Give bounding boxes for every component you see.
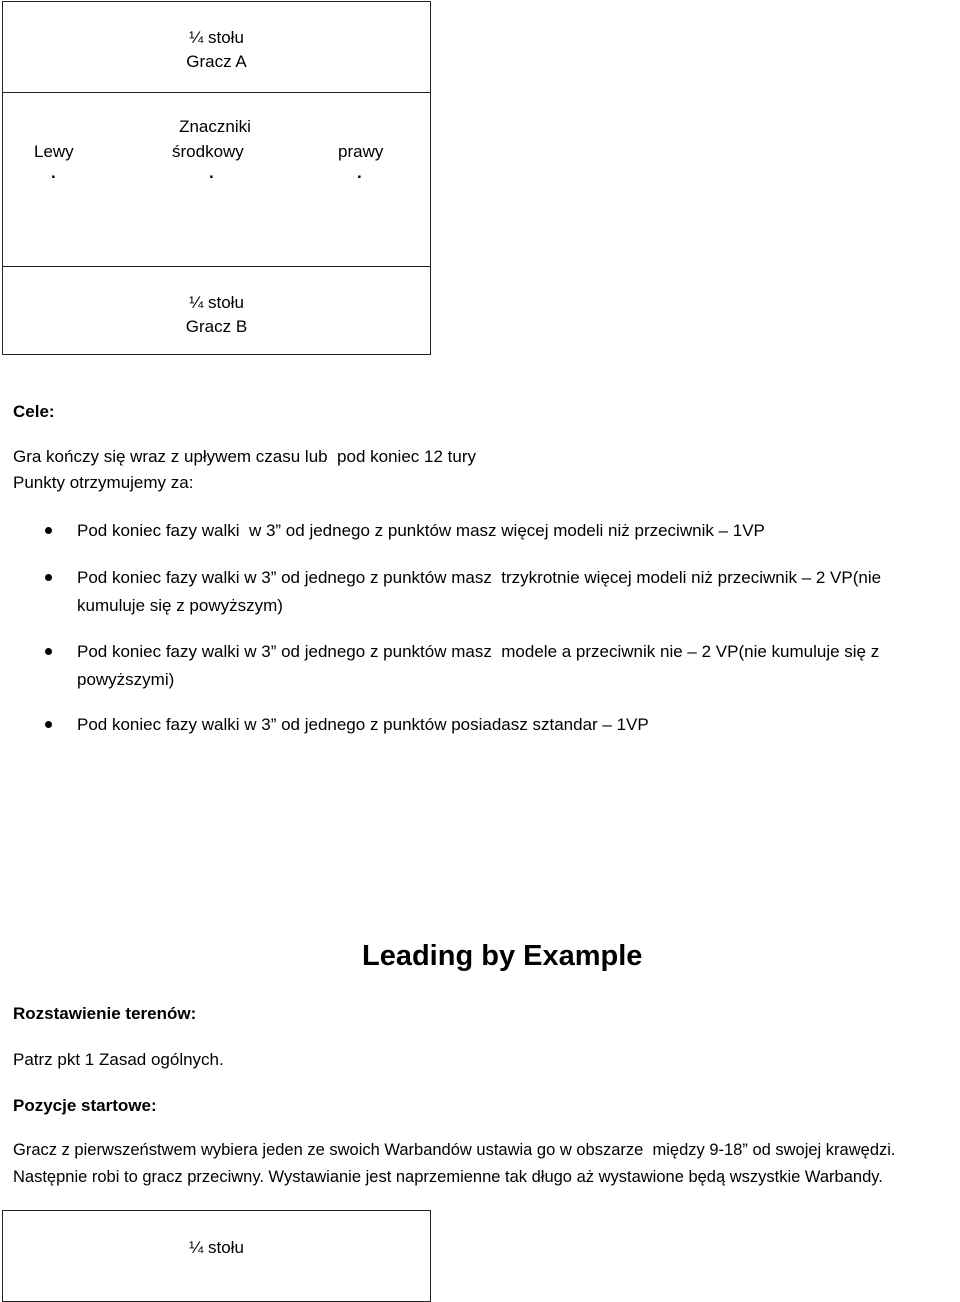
deployment-line1: Gracz z pierwszeństwem wybiera jeden ze swoich Warbandów ustawia go w obszarze między 9-18” od swojej krawędzi. xyxy=(13,1141,896,1159)
marker-right-dot: . xyxy=(357,163,362,182)
bullet-3-line2: powyższymi) xyxy=(77,670,175,689)
deployment-line2: Następnie robi to gracz przeciwny. Wystawianie jest naprzemienne tak długo aż wystawione będą wszystkie Warbandy. xyxy=(13,1168,883,1186)
bullet-2-line2: kumuluje się z powyższym) xyxy=(77,596,283,615)
objectives-heading: Cele: xyxy=(13,402,55,421)
zone-b-line2: Gracz B xyxy=(185,317,248,336)
markers-title: Znaczniki xyxy=(179,117,251,136)
zone-b-line1: ¼ stołu xyxy=(189,293,244,312)
bullet-1-line1: Pod koniec fazy walki w 3” od jednego z punktów masz więcej modeli niż przeciwnik – 1VP xyxy=(77,521,765,540)
scenario-title: Leading by Example xyxy=(362,940,643,972)
objectives-line2: Punkty otrzymujemy za: xyxy=(13,473,194,492)
bullet-4-line1: Pod koniec fazy walki w 3” od jednego z punktów posiadasz sztandar – 1VP xyxy=(77,715,649,734)
deployment-heading: Pozycje startowe: xyxy=(13,1096,157,1115)
bullet-3-line1: Pod koniec fazy walki w 3” od jednego z punktów masz modele a przeciwnik nie – 2 VP(nie kumuluje się z xyxy=(77,642,880,661)
bullet-dot-3 xyxy=(45,648,52,655)
zone-a-line2: Gracz A xyxy=(186,52,247,71)
terrain-heading: Rozstawienie terenów: xyxy=(13,1004,197,1023)
bullet-2-line1: Pod koniec fazy walki w 3” od jednego z punktów masz trzykrotnie więcej modeli niż przeciwnik – 2 VP(nie xyxy=(77,568,882,587)
zone-b-label xyxy=(2,291,431,339)
objectives-line1: Gra kończy się wraz z upływem czasu lub pod koniec 12 tury xyxy=(13,447,476,466)
terrain-text: Patrz pkt 1 Zasad ogólnych. xyxy=(13,1050,224,1069)
marker-left-dot: . xyxy=(51,163,56,182)
marker-right-label: prawy xyxy=(338,142,384,161)
marker-middle-dot: . xyxy=(209,163,214,182)
bullet-dot-2 xyxy=(45,574,52,581)
marker-left-label: Lewy xyxy=(34,142,74,161)
zone-a-line1: ¼ stołu xyxy=(189,28,244,47)
bullet-dot-1 xyxy=(45,527,52,534)
map-bottom-zone-label: ¼ stołu xyxy=(189,1238,244,1257)
zone-a-label xyxy=(2,26,431,74)
marker-middle-label: środkowy xyxy=(172,142,244,161)
bullet-dot-4 xyxy=(45,721,52,728)
